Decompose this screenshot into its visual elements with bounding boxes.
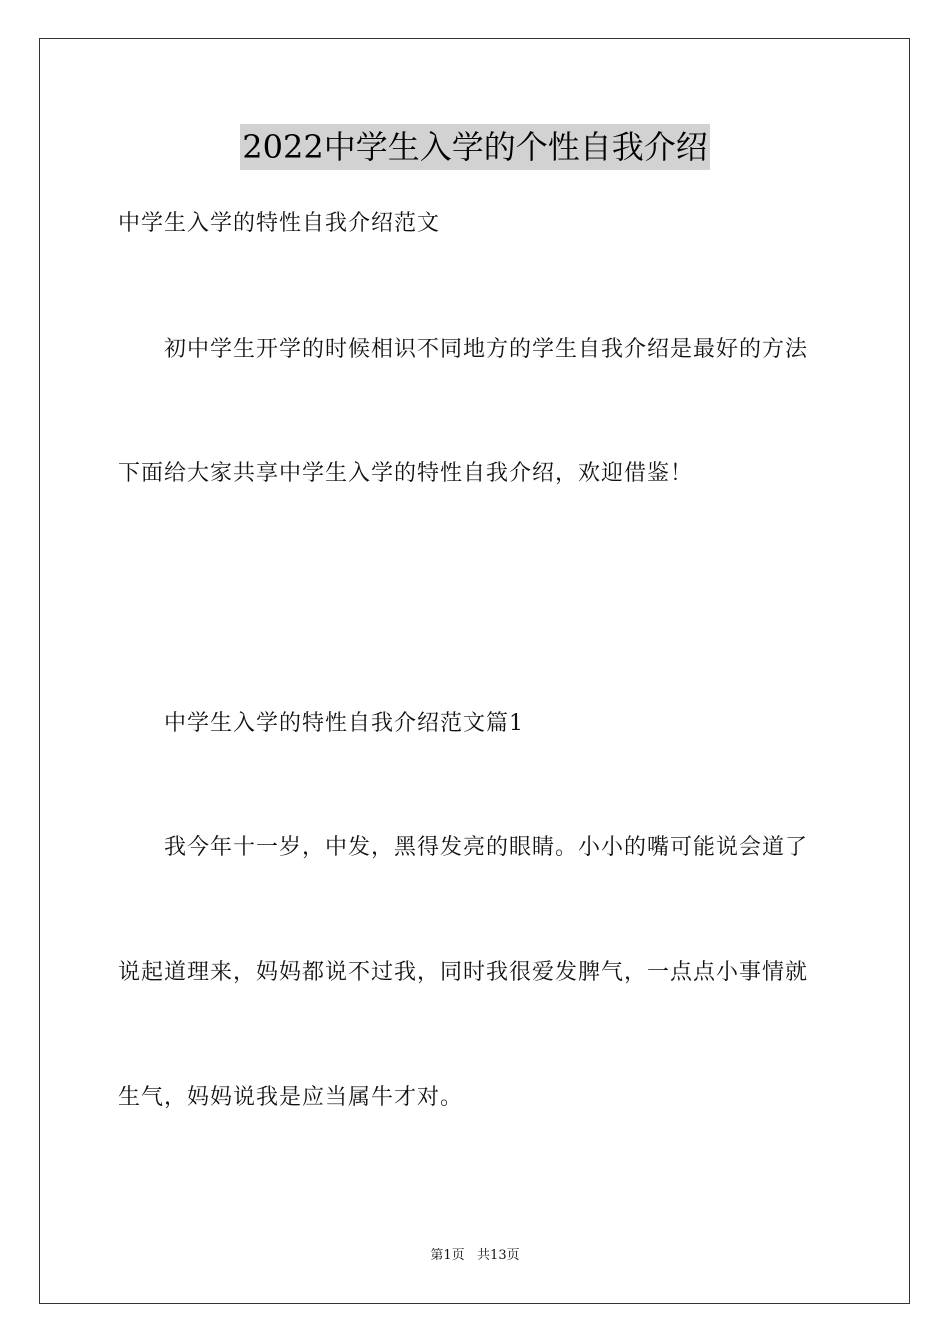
paragraph-line: 下面给大家共享中学生入学的特性自我介绍，欢迎借鉴！ — [118, 461, 694, 486]
paragraph-line: 初中学生开学的时候相识不同地方的学生自我介绍是最好的方法 — [164, 337, 809, 362]
paragraph-line: 生气，妈妈说我是应当属牛才对。 — [118, 1085, 464, 1110]
paragraph-line: 我今年十一岁，中发，黑得发亮的眼睛。小小的嘴可能说会道了 — [164, 835, 809, 860]
document-title: 2022中学生入学的个性自我介绍 — [240, 124, 709, 170]
section-heading: 中学生入学的特性自我介绍范文篇1 — [164, 711, 524, 736]
title-container — [0, 124, 950, 170]
page-number-footer: 第1页 共13页 — [430, 1248, 520, 1263]
paragraph-line: 说起道理来，妈妈都说不过我，同时我很爱发脾气，一点点小事情就 — [118, 960, 809, 985]
document-subtitle: 中学生入学的特性自我介绍范文 — [118, 211, 441, 236]
